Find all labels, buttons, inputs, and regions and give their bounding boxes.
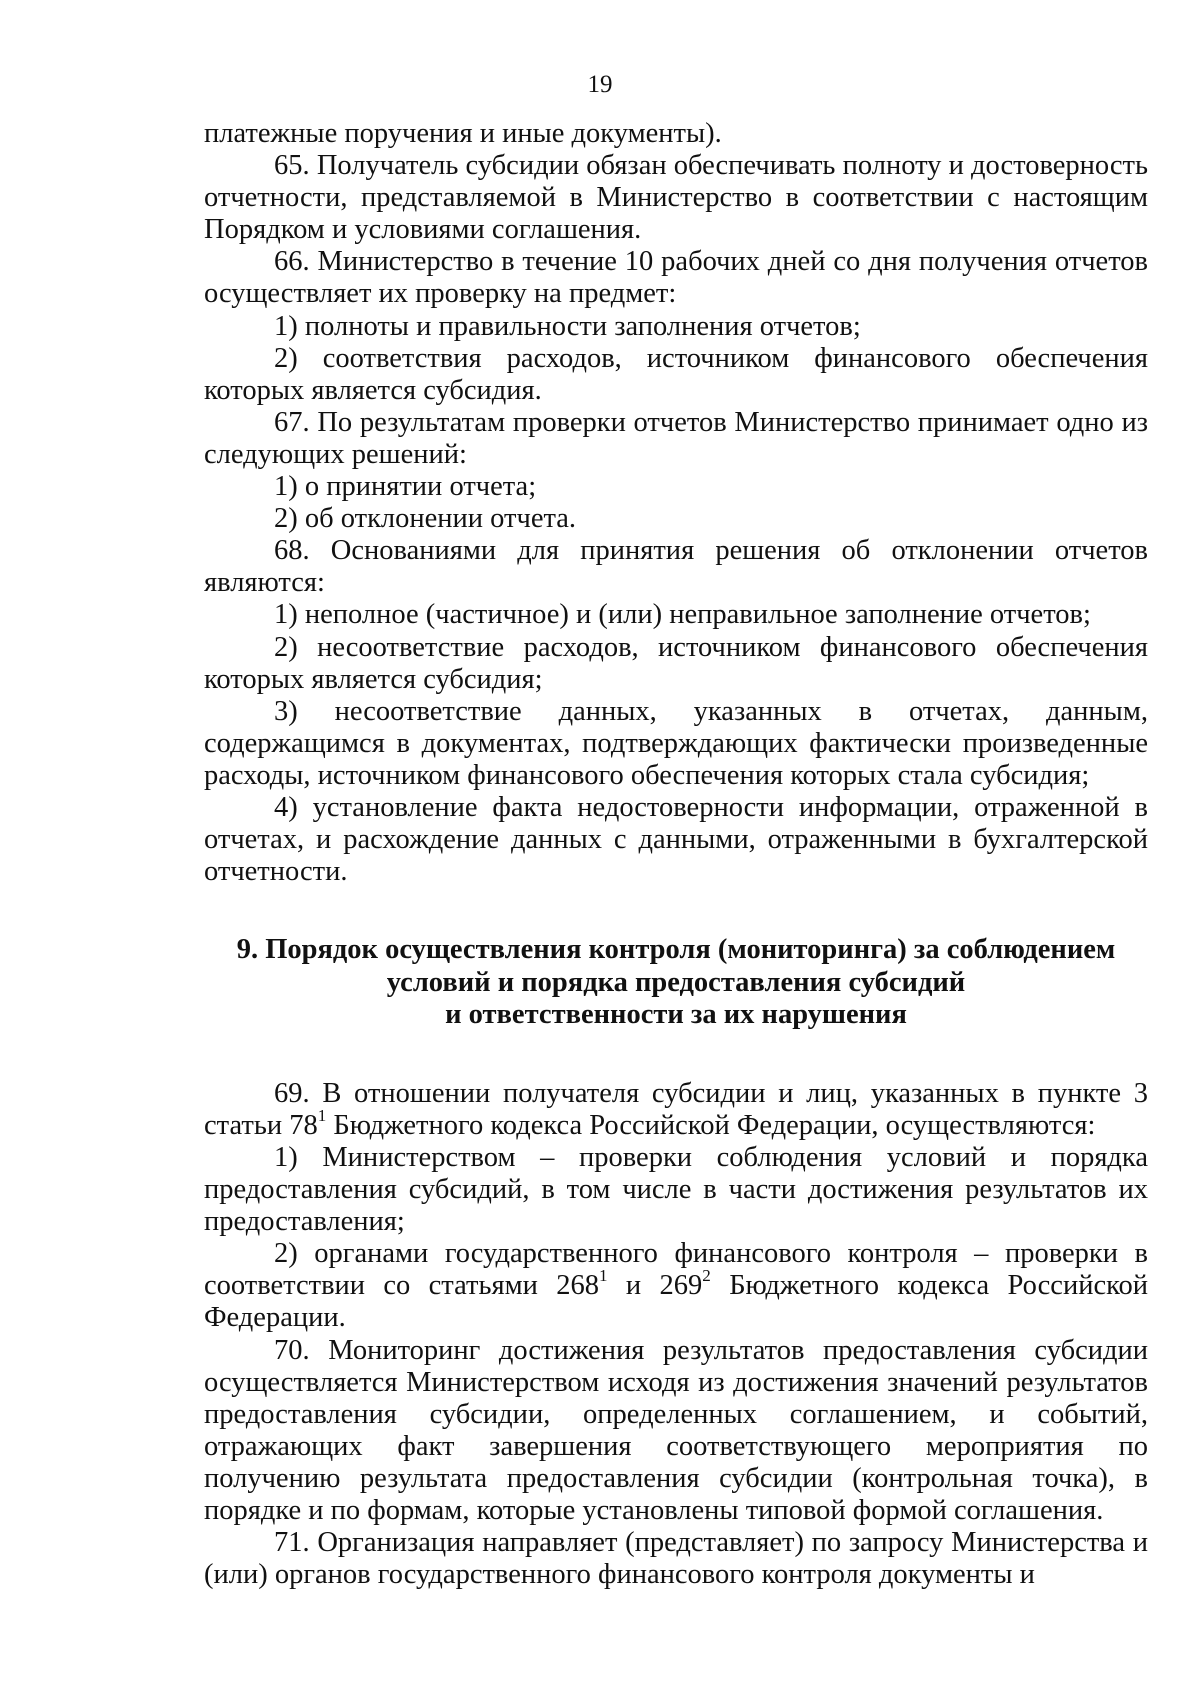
paragraph: 1) о принятии отчета;	[274, 471, 537, 503]
paragraph: 4) установление факта недостоверности информации, отраженной в отчетах, и расхождение данных с данными, отраженными в бухгалтерской отчетности.	[204, 791, 1148, 888]
paragraph: 3) несоответствие данных, указанных в отчетах, данным, содержащимся в документах, подтверждающих фактически произведенные расходы, источником финансового обеспечения которых стала субсидия;	[204, 695, 1148, 791]
paragraph-69-item-2	[204, 1238, 1148, 1334]
paragraph: 66. Министерство в течение 10 рабочих дней со дня получения отчетов осуществляет их проверку на предмет:	[204, 246, 1148, 310]
paragraph: 68. Основаниями для принятия решения об отклонении отчетов являются:	[204, 535, 1148, 599]
document-body	[204, 118, 1148, 1591]
section-heading-line-1: 9. Порядок осуществления контроля (мониторинга) за соблюдением	[236, 934, 1116, 966]
paragraph: 1) полноты и правильности заполнения отчетов;	[274, 310, 861, 342]
paragraph-69-item-2-text-a: 2) органами государственного финансового контроля – проверки в соответствии со статьями 268	[204, 1238, 1148, 1302]
paragraph-71: 71. Организация направляет (представляет) по запросу Министерства и (или) органов государственного финансового контроля документы и	[204, 1527, 1148, 1591]
paragraph: платежные поручения и иные документы).	[204, 118, 722, 149]
paragraph-69-item-2-text-b: и 269	[607, 1270, 703, 1302]
paragraph: 2) соответствия расходов, источником финансового обеспечения которых является субсидия.	[204, 342, 1148, 406]
section-heading-line-3: и ответственности за их нарушения	[445, 999, 907, 1031]
page-number: 19	[587, 71, 613, 98]
paragraph: 2) несоответствие расходов, источником финансового обеспечения которых является субсидия;	[204, 631, 1148, 695]
paragraph: 2) об отклонении отчета.	[274, 503, 577, 535]
section-heading	[204, 934, 1148, 1032]
paragraph-69-text-a: 69. В отношении получателя субсидии и лиц, указанных в пункте 3 статьи 78	[204, 1077, 1148, 1141]
section-heading-line-2: условий и порядка предоставления субсидий	[386, 966, 966, 998]
superscript: 2	[702, 1266, 711, 1286]
paragraph-70: 70. Мониторинг достижения результатов предоставления субсидии осуществляется Министерством исходя из достижения значений результатов предоставления субсидии, определенных соглашением, и событий, отражающих факт завершения соответствующего мероприятия по получению результата предоставления субсидии (контрольная точка), в порядке и по формам, которые установлены типовой формой соглашения.	[204, 1334, 1148, 1526]
paragraph-69-text-b: Бюджетного кодекса Российской Федерации, осуществляются:	[326, 1109, 1096, 1141]
paragraph-69-item-1: 1) Министерством – проверки соблюдения условий и порядка предоставления субсидий, в том числе в части достижения результатов их предоставления;	[204, 1141, 1148, 1238]
paragraphs-before-heading	[204, 118, 1148, 888]
paragraph: 67. По результатам проверки отчетов Министерство принимает одно из следующих решений:	[204, 406, 1148, 470]
paragraph: 1) неполное (частичное) и (или) неправильное заполнение отчетов;	[274, 599, 1091, 631]
paragraph-69-item-2-text-c: Бюджетного кодекса Российской Федерации.	[204, 1270, 1148, 1334]
superscript: 1	[317, 1106, 327, 1126]
paragraph: 65. Получатель субсидии обязан обеспечивать полноту и достоверность отчетности, представляемой в Министерство в соответствии с настоящим Порядком и условиями соглашения.	[204, 150, 1148, 246]
superscript: 1	[599, 1266, 608, 1286]
paragraph-69	[204, 1078, 1148, 1142]
